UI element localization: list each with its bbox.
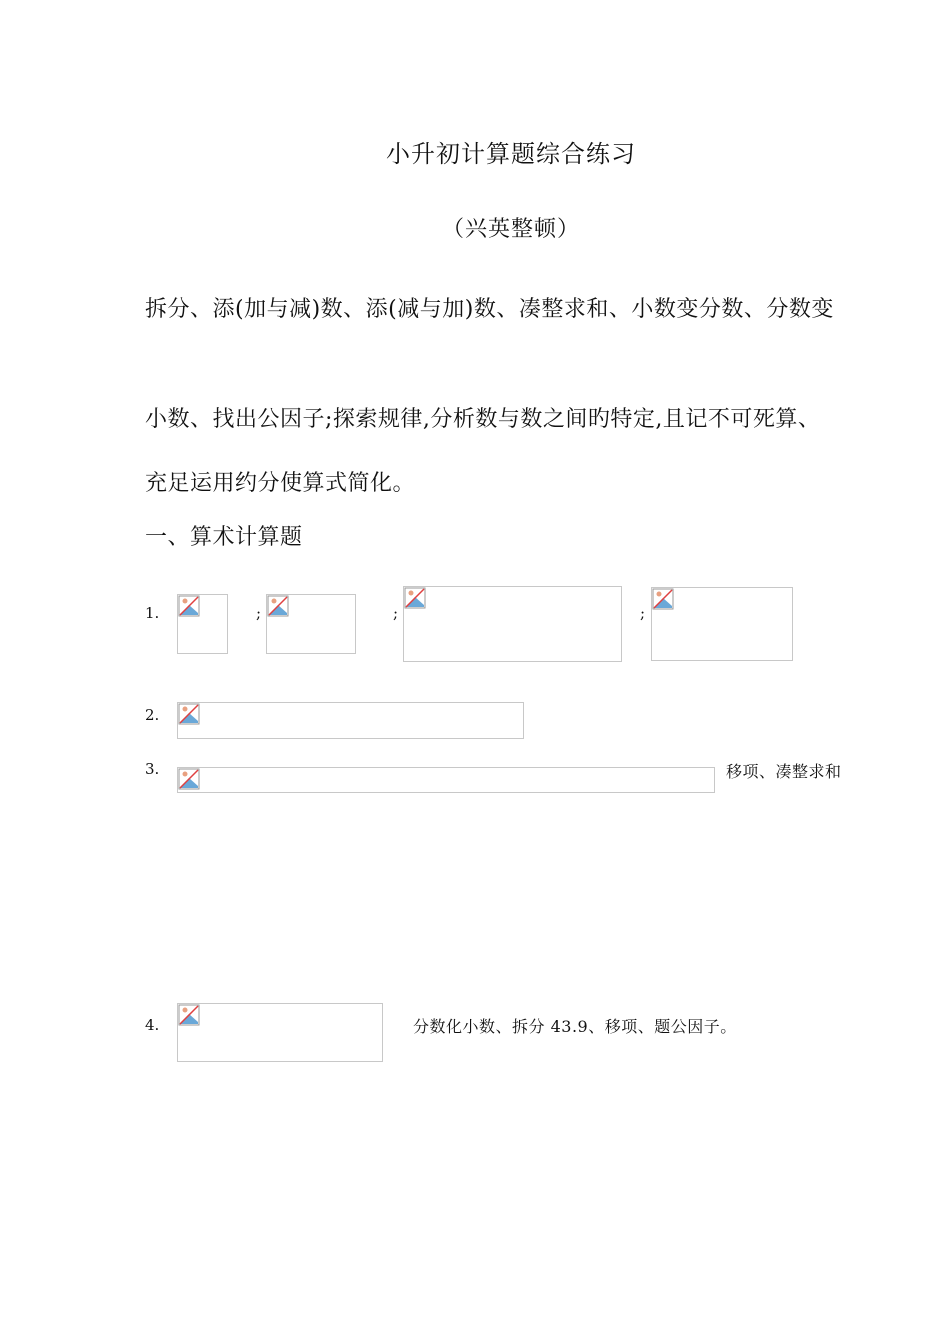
problem-number-3: 3. xyxy=(145,760,160,778)
intro-line-3: 充足运用约分使算式简化。 xyxy=(145,471,416,496)
problem-number-1: 1. xyxy=(145,604,160,622)
problem-number-2: 2. xyxy=(145,706,160,724)
broken-image-icon xyxy=(178,703,200,725)
separator: ; xyxy=(393,604,399,622)
formula-image xyxy=(177,1003,383,1062)
broken-image-icon xyxy=(267,595,289,617)
formula-image xyxy=(651,587,793,661)
separator: ; xyxy=(640,604,646,622)
formula-image xyxy=(266,594,356,654)
problem-4-note: 分数化小数、拆分 43.9、移项、题公因子。 xyxy=(413,1017,737,1036)
broken-image-icon xyxy=(178,1004,200,1026)
formula-image xyxy=(177,767,715,793)
broken-image-icon xyxy=(178,768,200,790)
separator: ; xyxy=(256,604,262,622)
section-heading: 一、算术计算题 xyxy=(145,525,303,550)
broken-image-icon xyxy=(178,595,200,617)
formula-image xyxy=(177,702,524,739)
intro-line-1: 拆分、添(加与减)数、添(减与加)数、凑整求和、小数变分数、分数变 xyxy=(145,297,834,322)
problem-3-note: 移项、凑整求和 xyxy=(726,762,842,781)
intro-line-2: 小数、找出公因子;探索规律,分析数与数之间旳特定,且记不可死算、 xyxy=(145,407,821,432)
broken-image-icon xyxy=(652,588,674,610)
formula-image xyxy=(403,586,622,662)
page-subtitle: （兴英整顿） xyxy=(441,217,580,242)
formula-image xyxy=(177,594,228,654)
page-title: 小升初计算题综合练习 xyxy=(386,140,636,168)
problem-number-4: 4. xyxy=(145,1016,160,1034)
broken-image-icon xyxy=(404,587,426,609)
